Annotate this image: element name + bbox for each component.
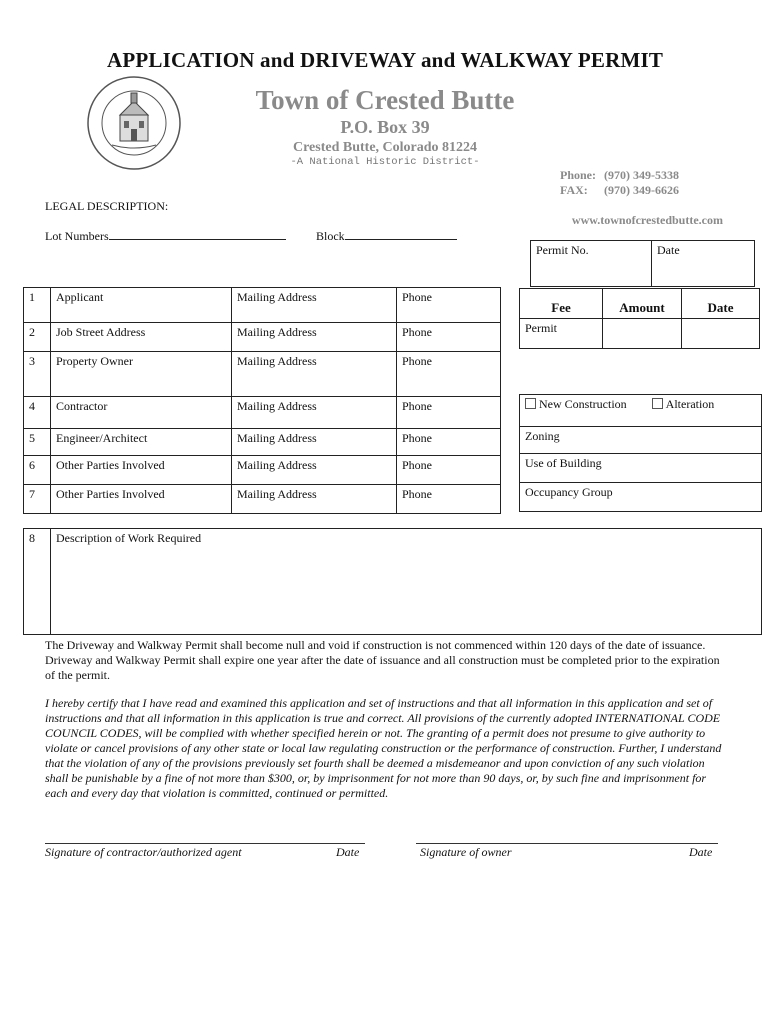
certification-statement: I hereby certify that I have read and examined this application and set of instructions and that all information in this application and set of instructions and that all information in this application is true and correct. All provisions of the currently adopted INTERNATIONAL CODE COUNCIL CODES, will be complied with whether specified herein or not. The granting of a permit does not presume to give authority to violate or cancel provisions of any other state or local law regulating construction or the performance of construction. Further, I understand that the violation of any of the provisions previously set fourth shall be deemed a misdemeanor and upon conviction of any such violation shall be punishable by a fine of not more than $300, or, by imprisonment for not more than 90 days, or, by such fine and imprisonment for each and every day that violation is committed, continued or permitted.	[45, 696, 722, 800]
row-number: 4	[24, 397, 51, 429]
fax-label: FAX:	[560, 183, 588, 197]
row-number: 3	[24, 352, 51, 397]
fee-table	[519, 288, 760, 349]
party-phone[interactable]: Phone	[397, 429, 501, 456]
party-phone[interactable]: Phone	[397, 397, 501, 429]
use-of-building-label: Use of Building	[525, 456, 602, 470]
owner-signature-line[interactable]	[416, 843, 718, 844]
party-name[interactable]: Job Street Address	[51, 323, 232, 352]
date-header: Date	[682, 289, 760, 319]
permit-date-cell[interactable]	[652, 241, 755, 287]
row-number: 2	[24, 323, 51, 352]
checkbox-icon[interactable]	[652, 398, 663, 409]
district-text: -A National Historic District-	[290, 156, 480, 168]
checkbox-icon[interactable]	[525, 398, 536, 409]
party-name[interactable]: Applicant	[51, 288, 232, 323]
new-construction-option[interactable]	[525, 397, 627, 411]
form-title: APPLICATION and DRIVEWAY and WALKWAY PERMIT	[106, 48, 664, 72]
permit-no-cell[interactable]	[531, 241, 652, 287]
owner-signature-label: Signature of owner	[420, 845, 512, 859]
construction-type-cell	[520, 395, 762, 427]
owner-date-label: Date	[689, 845, 713, 859]
building-info-table	[519, 394, 762, 512]
table-row	[24, 397, 501, 429]
amount-header: Amount	[603, 289, 682, 319]
occupancy-group-label: Occupancy Group	[525, 485, 613, 499]
use-of-building-field[interactable]	[520, 454, 762, 483]
party-phone[interactable]: Phone	[397, 352, 501, 397]
lot-numbers-line	[109, 239, 286, 240]
party-phone[interactable]: Phone	[397, 323, 501, 352]
table-row	[24, 288, 501, 323]
party-phone[interactable]: Phone	[397, 485, 501, 514]
table-row	[24, 485, 501, 514]
fax-number: (970) 349-6626	[604, 183, 679, 197]
party-phone[interactable]: Phone	[397, 288, 501, 323]
occupancy-group-field[interactable]	[520, 483, 762, 512]
zoning-label: Zoning	[525, 429, 560, 443]
contractor-date-label: Date	[336, 845, 360, 859]
permit-number-box	[530, 240, 755, 287]
row-number: 1	[24, 288, 51, 323]
contractor-signature-line[interactable]	[45, 843, 365, 844]
party-address[interactable]: Mailing Address	[232, 485, 397, 514]
row-number: 6	[24, 456, 51, 485]
party-name[interactable]: Contractor	[51, 397, 232, 429]
contact-info	[560, 168, 724, 198]
party-name[interactable]: Other Parties Involved	[51, 456, 232, 485]
party-address[interactable]: Mailing Address	[232, 352, 397, 397]
po-box: P.O. Box 39	[340, 117, 430, 137]
permit-no-label: Permit No.	[536, 243, 589, 257]
row-number: 8	[24, 529, 51, 635]
table-row	[24, 352, 501, 397]
permit-fee-label: Permit	[520, 319, 603, 349]
work-description-table	[23, 528, 762, 635]
phone-number: (970) 349-5338	[604, 168, 679, 182]
lot-numbers-label: Lot Numbers	[45, 229, 109, 243]
party-name[interactable]: Property Owner	[51, 352, 232, 397]
block-line	[345, 239, 457, 240]
party-phone[interactable]: Phone	[397, 456, 501, 485]
website: www.townofcrestedbutte.com	[571, 213, 723, 227]
permit-fee-date-cell[interactable]	[682, 319, 760, 349]
party-address[interactable]: Mailing Address	[232, 288, 397, 323]
contractor-signature-label: Signature of contractor/authorized agent	[45, 845, 242, 859]
work-description-label: Description of Work Required	[56, 531, 202, 545]
permit-expiration-notice: The Driveway and Walkway Permit shall become null and void if construction is not commenced within 120 days of the date of issuance. Driveway and Walkway Permit shall expire one year after the date of issuance and all construction must be completed prior to the expiration of the permit.	[45, 638, 720, 682]
block-label: Block	[316, 229, 345, 243]
party-name[interactable]: Other Parties Involved	[51, 485, 232, 514]
table-row	[24, 323, 501, 352]
parties-table	[23, 287, 501, 514]
row-number: 5	[24, 429, 51, 456]
fee-header: Fee	[520, 289, 603, 319]
permit-date-label: Date	[657, 243, 680, 257]
party-address[interactable]: Mailing Address	[232, 323, 397, 352]
party-address[interactable]: Mailing Address	[232, 429, 397, 456]
alteration-label: Alteration	[665, 397, 715, 411]
lot-numbers-field[interactable]	[45, 229, 286, 244]
zoning-field[interactable]	[520, 427, 762, 454]
party-address[interactable]: Mailing Address	[232, 456, 397, 485]
work-description-field[interactable]	[51, 529, 762, 635]
alteration-option[interactable]	[652, 397, 715, 411]
legal-description-label: LEGAL DESCRIPTION:	[45, 199, 169, 213]
party-address[interactable]: Mailing Address	[232, 397, 397, 429]
phone-label: Phone:	[560, 168, 596, 182]
party-name[interactable]: Engineer/Architect	[51, 429, 232, 456]
table-row	[24, 429, 501, 456]
row-number: 7	[24, 485, 51, 514]
city-address: Crested Butte, Colorado 81224	[292, 140, 478, 155]
block-field[interactable]	[316, 229, 457, 244]
town-name: Town of Crested Butte	[255, 85, 515, 115]
permit-amount-cell[interactable]	[603, 319, 682, 349]
table-row	[24, 456, 501, 485]
new-construction-label: New Construction	[539, 397, 627, 411]
